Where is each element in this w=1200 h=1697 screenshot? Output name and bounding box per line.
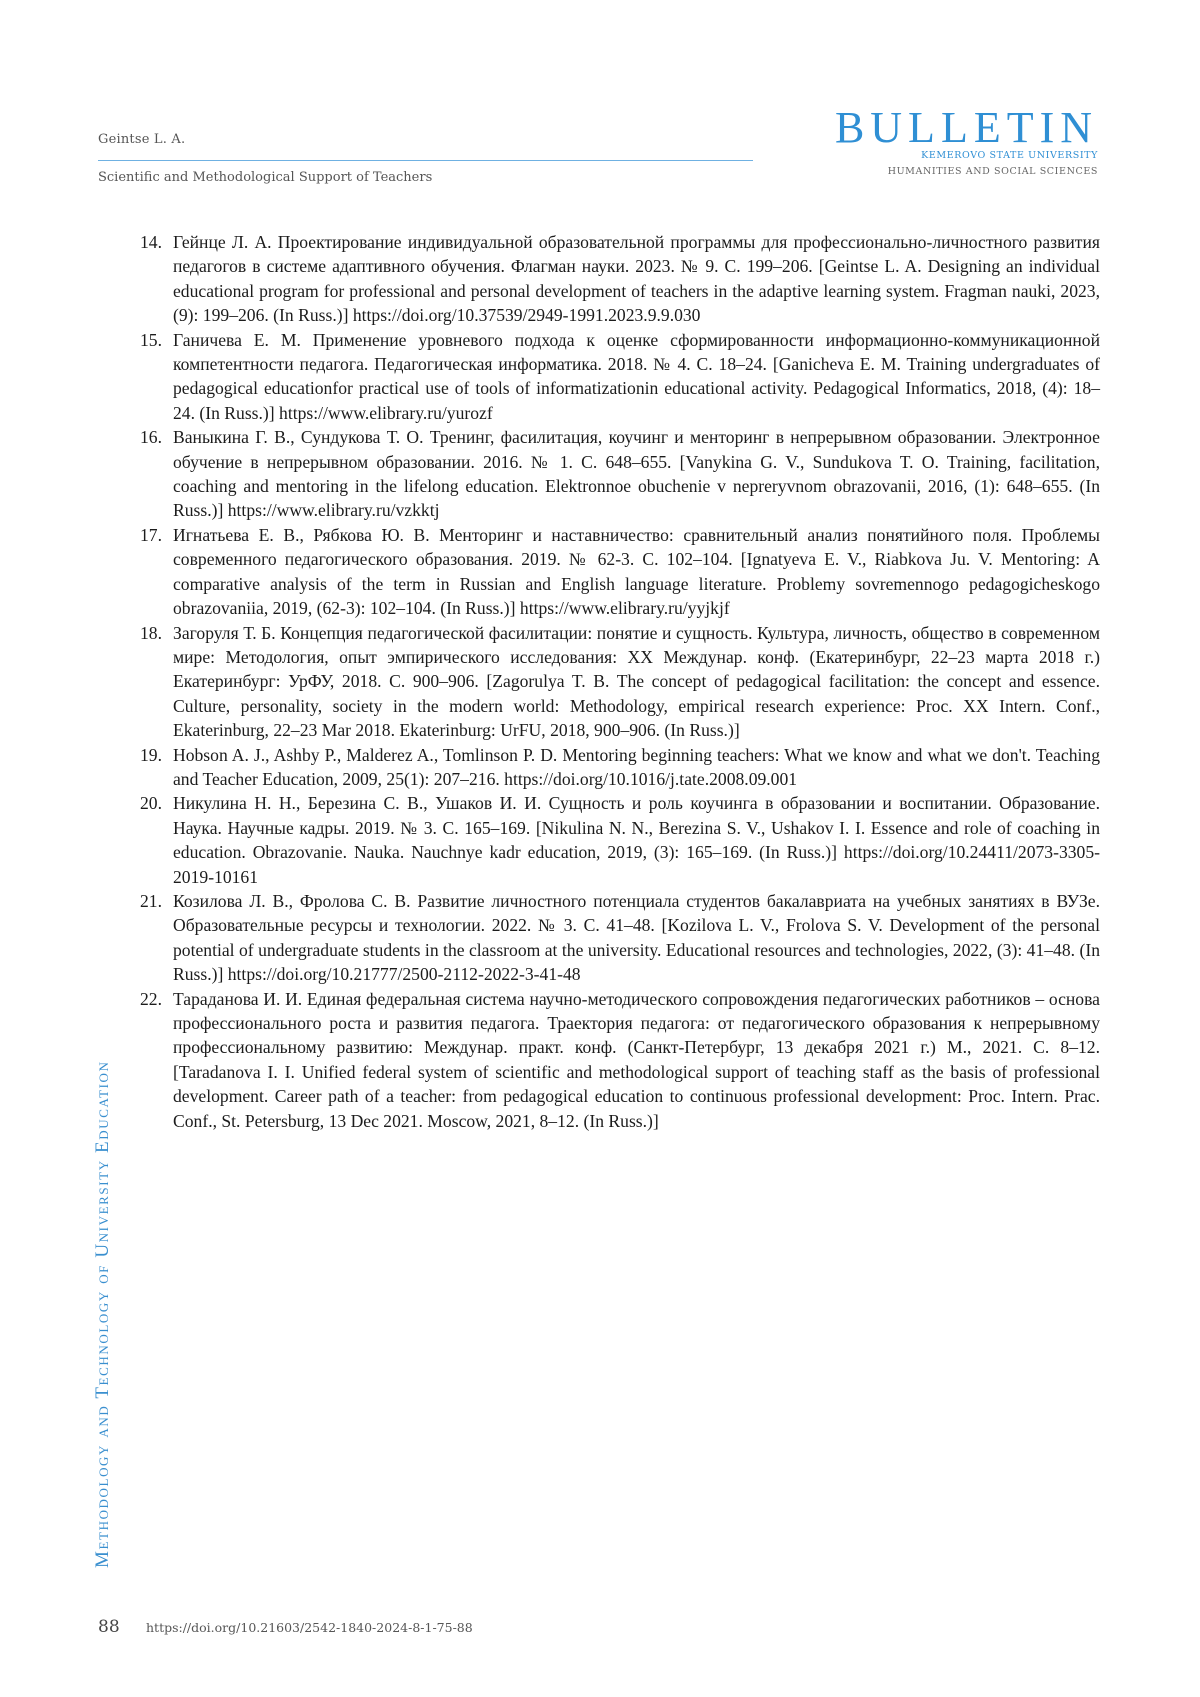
page-number: 88 <box>98 1617 120 1637</box>
footer-doi: https://doi.org/10.21603/2542-1840-2024-8-1-75-88 <box>146 1620 473 1635</box>
reference-number: 16. <box>140 427 162 448</box>
reference-number: 21. <box>140 890 162 911</box>
header-running-title: Scientific and Methodological Support of Teachers <box>98 170 433 185</box>
reference-number: 15. <box>140 329 162 350</box>
reference-number: 22. <box>140 988 162 1009</box>
reference-item <box>140 328 1100 426</box>
journal-section-vertical-title: Methodology and Technology of University Education <box>92 1060 113 1568</box>
reference-text: Никулина Н. Н., Березина С. В., Ушаков И. И. Сущность и роль коучинга в образовании и воспитании. Образование. Наука. Научные кадры. 2019. № 3. С. 165–169. [Nikulina N. N., Berezina S. V., Ushakov I. I. Essence and role of coaching in education. Obrazovanie. Nauka. Nauchnye kadr education, 2019, (3): 165–169. (In Russ.)] https://doi.org/10.24411/2073-3305-2019-10161 <box>173 793 1100 887</box>
reference-number: 18. <box>140 622 162 643</box>
reference-item <box>140 425 1100 523</box>
header-author: Geintse L. A. <box>98 132 186 147</box>
reference-item <box>140 230 1100 328</box>
reference-text: Тараданова И. И. Единая федеральная система научно-методического сопровождения педагогических работников – основа профессионального роста и развития педагога. Траектория педагога: от педагогического образования к непрерывному профессиональному развитию: Междунар. практ. конф. (Санкт-Петербург, 13 декабря 2021 г.) М., 2021. С. 8–12. [Taradanova I. I. Unified federal system of scientific and methodological support of teaching staff as the basis of professional development. Career path of a teacher: from pedagogical education to continuous professional development: Proc. Intern. Prac. Conf., St. Petersburg, 13 Dec 2021. Moscow, 2021, 8–12. (In Russ.)] <box>173 988 1100 1131</box>
reference-text: Загоруля Т. Б. Концепция педагогической фасилитации: понятие и сущность. Культура, личность, общество в современном мире: Методология, опыт эмпирического исследования: XX Междунар. конф. (Екатеринбург, 22–23 марта 2018 г.) Екатеринбург: УрФУ, 2018. С. 900–906. [Zagorulya T. B. The concept of pedagogical facilitation: the concept and essence. Culture, personality, society in the modern world: Methodology, empirical research experience: Proc. XX Intern. Conf., Ekaterinburg, 22–23 Mar 2018. Ekaterinburg: UrFU, 2018, 900–906. (In Russ.)] <box>173 622 1100 741</box>
reference-number: 17. <box>140 524 162 545</box>
reference-item <box>140 987 1100 1133</box>
logo-title: BULLETIN <box>834 103 1098 152</box>
reference-number: 14. <box>140 232 162 252</box>
reference-text: Игнатьева Е. В., Рябкова Ю. В. Менторинг и наставничество: сравнительный анализ понятийного поля. Проблемы современного педагогического образования. 2019. № 62-3. С. 102–104. [Ignatyeva E. V., Riabkova Ju. V. Mentoring: A comparative analysis of the term in Russian and English language literature. Problemy sovremennogo pedagogicheskogo obrazovaniia, 2019, (62-3): 102–104. (In Russ.)] https://www.elibrary.ru/yyjkjf <box>173 524 1100 619</box>
reference-item <box>140 791 1100 889</box>
reference-list <box>140 230 1100 1133</box>
reference-text: Козилова Л. В., Фролова С. В. Развитие личностного потенциала студентов бакалавриата на учебных занятиях в ВУЗе. Образовательные ресурсы и технологии. 2022. № 3. С. 41–48. [Kozilova L. V., Frolova S. V. Development of the personal potential of undergraduate students in the classroom at the university. Educational resources and technologies, 2022, (3): 41–48. (In Russ.)] https://doi.org/10.21777/2500-2112-2022-3-41-48 <box>173 890 1100 985</box>
logo-university: KEMEROVO STATE UNIVERSITY <box>921 150 1098 161</box>
reference-item <box>140 743 1100 792</box>
reference-text: Hobson A. J., Ashby P., Malderez A., Tomlinson P. D. Mentoring beginning teachers: What we know and what we don't. Teaching and Teacher Education, 2009, 25(1): 207–216. https://doi.org/10.1016/j.tate.2008.09.001 <box>173 744 1100 789</box>
reference-item <box>140 621 1100 743</box>
header-rule <box>98 160 753 161</box>
reference-item <box>140 523 1100 621</box>
journal-logo <box>834 103 1098 177</box>
page-header <box>98 132 753 185</box>
logo-section: HUMANITIES AND SOCIAL SCIENCES <box>887 166 1098 177</box>
reference-text: Ганичева Е. М. Применение уровневого подхода к оценке сформированности информационно-коммуникационной компетентности педагога. Педагогическая информатика. 2018. № 4. С. 18–24. [Ganicheva E. M. Training undergraduates of pedagogical educationfor practical use of tools of informatizationin educational activity. Pedagogical Informatics, 2018, (4): 18–24. (In Russ.)] https://www.elibrary.ru/yurozf <box>173 329 1100 423</box>
reference-number: 20. <box>140 793 162 814</box>
reference-text: Гейнце Л. А. Проектирование индивидуальной образовательной программы для профессионально-личностного развития педагогов в системе адаптивного обучения. Флагман науки. 2023. № 9. С. 199–206. [Geintse L. A. Designing an individual educational program for professional and personal development of teachers in the adaptive learning system. Fragman nauki, 2023, (9): 199–206. (In Russ.)] https://doi.org/10.37539/2949-1991.2023.9.9.030 <box>173 232 1100 326</box>
reference-text: Ваныкина Г. В., Сундукова Т. О. Тренинг, фасилитация, коучинг и менторинг в непрерывном образовании. Электронное обучение в непрерывном образовании. 2016. № 1. С. 648–655. [Vanykina G. V., Sundukova T. O. Training, facilitation, coaching and mentoring in the lifelong education. Elektronnoe obuchenie v nepreryvnom obrazovanii, 2016, (1): 648–655. (In Russ.)] https://www.elibrary.ru/vzkktj <box>173 427 1100 521</box>
reference-item <box>140 889 1100 987</box>
reference-number: 19. <box>140 744 162 765</box>
